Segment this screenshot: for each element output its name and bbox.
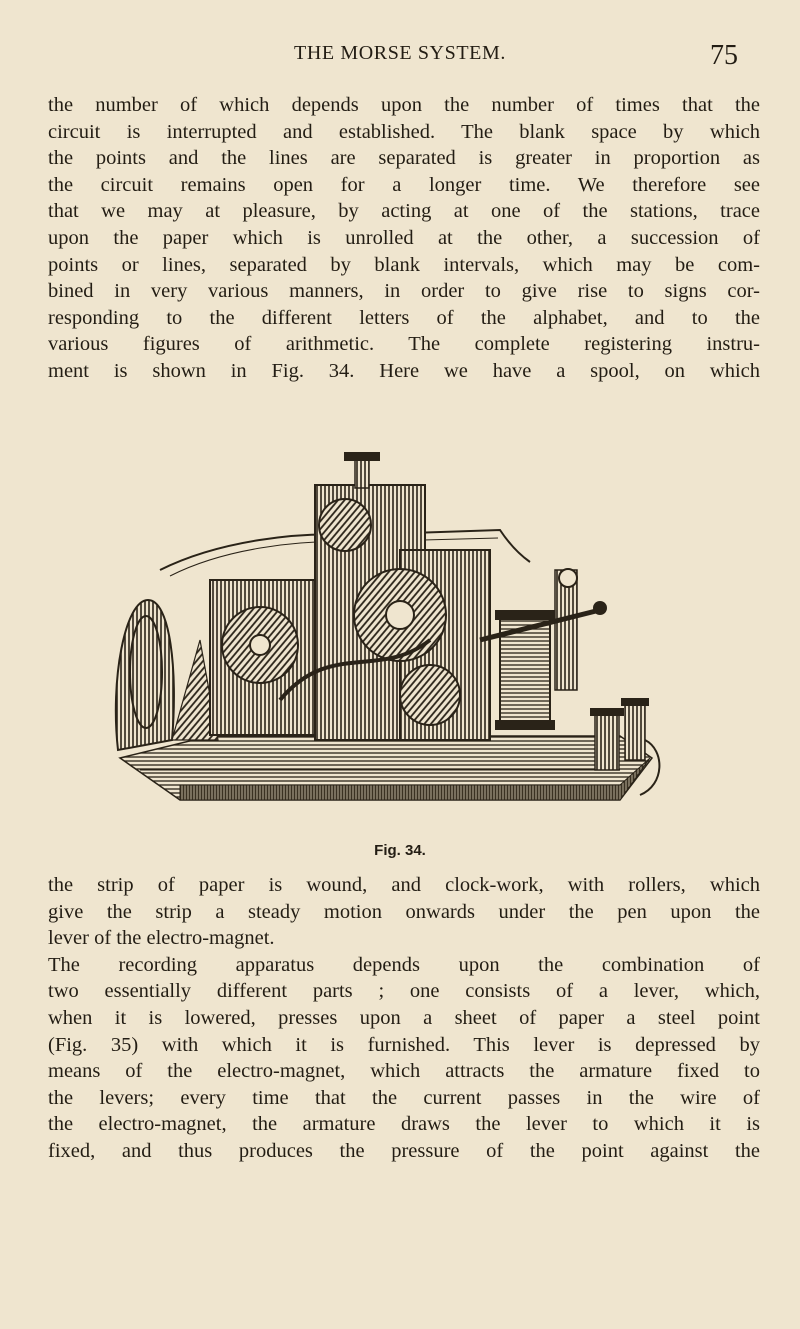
text-line: the strip of paper is wound, and clock-work, with rollers, which <box>48 874 760 896</box>
top-paragraph <box>48 92 760 385</box>
running-title: THE MORSE SYSTEM. <box>294 42 506 64</box>
text-line: fixed, and thus produces the pressure of the point against the <box>48 1139 760 1162</box>
text-line: means of the electro-magnet, which attracts the armature fixed to <box>48 1060 760 1083</box>
clockwork-frame <box>210 485 490 740</box>
page-number: 75 <box>710 40 738 71</box>
text-line: various figures of arithmetic. The complete registering instru- <box>48 333 760 356</box>
text-line: two essentially different parts ; one consists of a lever, which, <box>48 980 760 1003</box>
text-line: when it is lowered, presses upon a sheet of paper a steel point <box>48 1006 760 1029</box>
electro-magnet <box>495 569 577 730</box>
page-header <box>0 38 800 78</box>
text-line: upon the paper which is unrolled at the other, a succession of <box>48 226 760 249</box>
text-line: the points and the lines are separated is greater in proportion as <box>48 147 760 170</box>
paper-spool <box>116 600 218 750</box>
text-line: (Fig. 35) with which it is furnished. This lever is depressed by <box>48 1033 760 1056</box>
text-line: lever of the electro-magnet. <box>48 927 275 950</box>
telegraph-register-engraving <box>100 440 670 830</box>
text-line: that we may at pleasure, by acting at one of the stations, trace <box>48 200 760 223</box>
text-line: responding to the different letters of the alphabet, and to the <box>48 306 760 329</box>
bottom-paragraph <box>48 872 760 1165</box>
text-line: the levers; every time that the current passes in the wire of <box>48 1086 760 1109</box>
text-line: points or lines, separated by blank intervals, which may be com- <box>48 253 760 276</box>
text-line: the circuit remains open for a longer time. We therefore see <box>48 173 760 196</box>
text-line: give the strip a steady motion onwards under the pen upon the <box>48 900 760 923</box>
text-line: The recording apparatus depends upon the combination of <box>48 953 760 976</box>
figure-illustration <box>100 440 670 830</box>
binding-posts <box>590 698 649 770</box>
text-line: bined in very various manners, in order to give rise to signs cor- <box>48 280 760 303</box>
text-line: the electro-magnet, the armature draws the lever to which it is <box>48 1113 760 1136</box>
text-line: the number of which depends upon the number of times that the <box>48 94 760 116</box>
text-line: circuit is interrupted and established. The blank space by which <box>48 120 760 143</box>
governor-knob <box>344 452 380 488</box>
text-line: ment is shown in Fig. 34. Here we have a spool, on which <box>48 359 760 382</box>
figure-caption: Fig. 34. <box>374 842 426 859</box>
